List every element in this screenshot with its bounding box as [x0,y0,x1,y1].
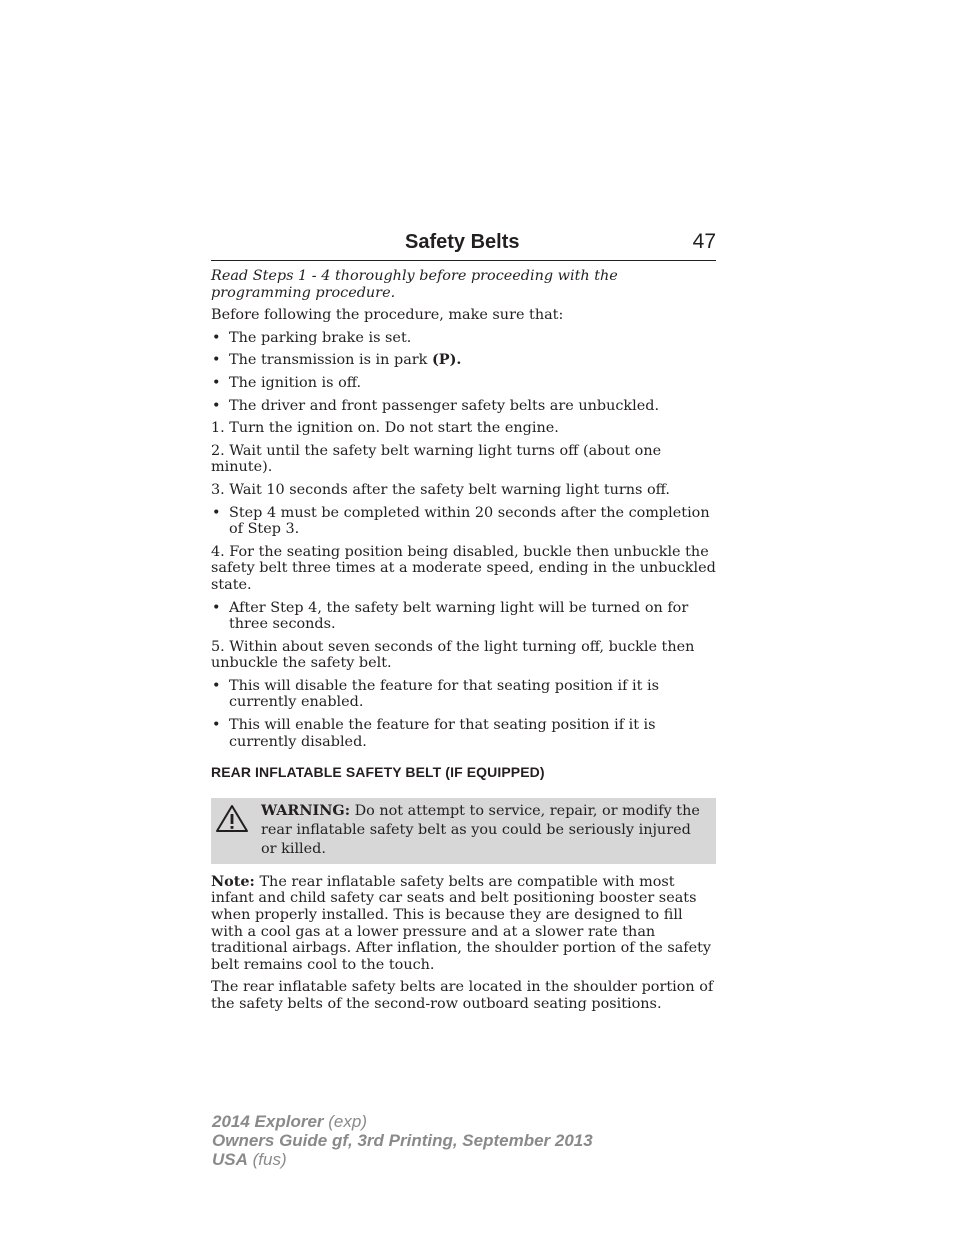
park-indicator: (P). [431,351,462,369]
step-3-notes [211,505,716,538]
step-2: 2. Wait until the safety belt warning light turns off (about one minute). [211,442,662,476]
footer-market: USA [212,1150,248,1169]
step-5-notes [211,678,716,750]
footer-market-line [212,1150,593,1169]
list-item: • The driver and front passenger safety belts are unbuckled. [212,397,660,414]
warning-body: Do not attempt to service, repair, or modify the rear inflatable safety belt as you could be seriously injured or killed. [261,802,700,857]
bullet: • [212,677,221,694]
bullet: • [212,397,221,414]
warning-label: WARNING: [261,801,351,819]
bullet: • [212,599,221,616]
step-5: 5. Within about seven seconds of the light turning off, buckle then unbuckle the safety belt. [211,638,695,672]
warning-box [211,798,716,864]
list-item: • After Step 4, the safety belt warning light will be turned on for three seconds. [212,599,689,633]
bullet: • [212,352,221,369]
footer-model-code: (exp) [328,1112,367,1131]
step-1: 1. Turn the ignition on. Do not start the engine. [211,420,559,437]
footer-guide: Owners Guide gf, 3rd Printing, September 2013 [212,1131,593,1150]
bullet: • [212,329,221,346]
footer-model-line [212,1112,593,1131]
bullet: • [212,717,221,734]
step-4: 4. For the seating position being disabled, buckle then unbuckle the safety belt three times at a moderate speed, ending in the unbuckled state. [211,543,716,593]
warning-triangle-icon [215,804,249,834]
note-body: The rear inflatable safety belts are compatible with most infant and child safety car seats and belt positioning booster seats when properly installed. This is because they are designed to fill with a cool gas at a lower pressure and at a slower rate than traditional airbags. After inflation, the shoulder portion of the safety belt remains cool to the touch. [211,873,712,973]
checklist [211,330,716,414]
list-item: • Step 4 must be completed within 20 seconds after the completion of Step 3. [212,504,710,538]
bullet: • [212,504,221,521]
note-paragraph [211,874,716,974]
page-number: 47 [692,230,716,253]
list-item: • This will disable the feature for that seating position if it is currently enabled. [212,677,659,711]
footer-model: 2014 Explorer [212,1112,324,1131]
page-header [211,228,716,261]
page-content [211,268,716,1019]
before-text: Before following the procedure, make sure that: [211,307,564,324]
warning-text [261,801,710,859]
list-item: • The parking brake is set. [212,329,412,346]
page-footer [212,1112,593,1169]
section-heading: REAR INFLATABLE SAFETY BELT (IF EQUIPPED) [211,764,545,781]
bullet: • [212,374,221,391]
note-label: Note: [211,872,255,890]
page-title: Safety Belts [405,231,520,253]
list-item: • This will enable the feature for that seating position if it is currently disabled. [212,717,656,750]
footer-market-code: (fus) [252,1150,287,1169]
intro-note: Read Steps 1 - 4 thoroughly before proceeding with the programming procedure. [211,268,618,301]
list-item: • The transmission is in park (P). [212,351,462,369]
step-4-notes [211,600,716,633]
list-item: • The ignition is off. [212,374,362,391]
step-3: 3. Wait 10 seconds after the safety belt warning light turns off. [211,481,670,498]
location-paragraph: The rear inflatable safety belts are located in the shoulder portion of the safety belts of the second-row outboard seating positions. [211,979,714,1012]
